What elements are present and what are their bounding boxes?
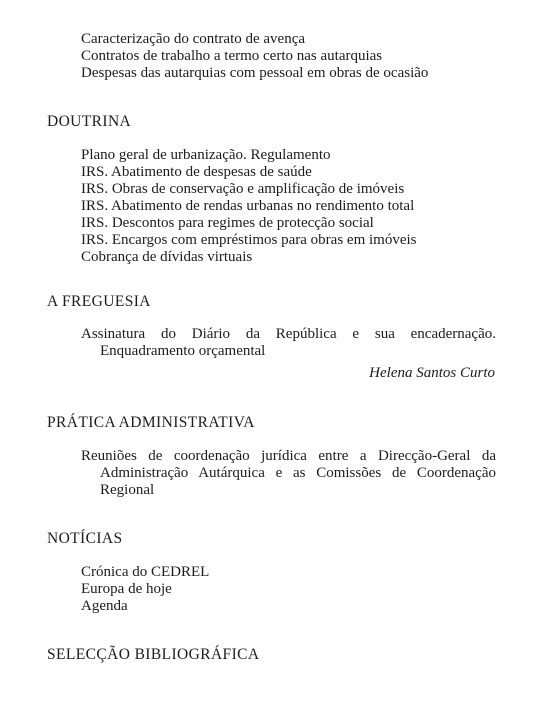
list-item: Plano geral de urbanização. Regulamento (81, 147, 331, 163)
list-item: IRS. Descontos para regimes de protecção social (81, 215, 374, 231)
list-item: Reuniões de coordenação jurídica entre a Direcção-Geral da Administração Autárquica e as Comissões de Coordenação Regional (81, 448, 496, 498)
list-item: Europa de hoje (81, 581, 172, 597)
section-title-doutrina: DOUTRINA (47, 113, 132, 130)
section-title-freguesia: A FREGUESIA (47, 293, 151, 310)
author-name: Helena Santos Curto (369, 365, 495, 381)
list-item: IRS. Abatimento de rendas urbanas no rendimento total (81, 198, 415, 214)
list-item: Cobrança de dívidas virtuais (81, 249, 253, 265)
section-title-seleccao-bibliografica: SELECÇÃO BIBLIOGRÁFICA (47, 646, 260, 663)
list-item: Despesas das autarquias com pessoal em obras de ocasião (81, 65, 429, 81)
list-item: Crónica do CEDREL (81, 564, 210, 580)
list-item: IRS. Abatimento de despesas de saúde (81, 164, 312, 180)
list-item: IRS. Obras de conservação e amplificação de imóveis (81, 181, 405, 197)
list-item: Assinatura do Diário da República e sua encadernação. Enquadramento orçamental (81, 326, 496, 359)
list-item: IRS. Encargos com empréstimos para obras em imóveis (81, 232, 417, 248)
list-item: Agenda (81, 598, 128, 614)
section-title-pratica-administrativa: PRÁTICA ADMINISTRATIVA (47, 414, 255, 431)
noticias-list (81, 564, 496, 615)
pratica-list (81, 448, 496, 499)
freguesia-list (81, 326, 496, 360)
intro-list (81, 31, 496, 82)
doutrina-list (81, 147, 496, 266)
section-title-noticias: NOTÍCIAS (47, 530, 123, 547)
list-item: Contratos de trabalho a termo certo nas autarquias (81, 48, 383, 64)
list-item: Caracterização do contrato de avença (81, 31, 306, 47)
